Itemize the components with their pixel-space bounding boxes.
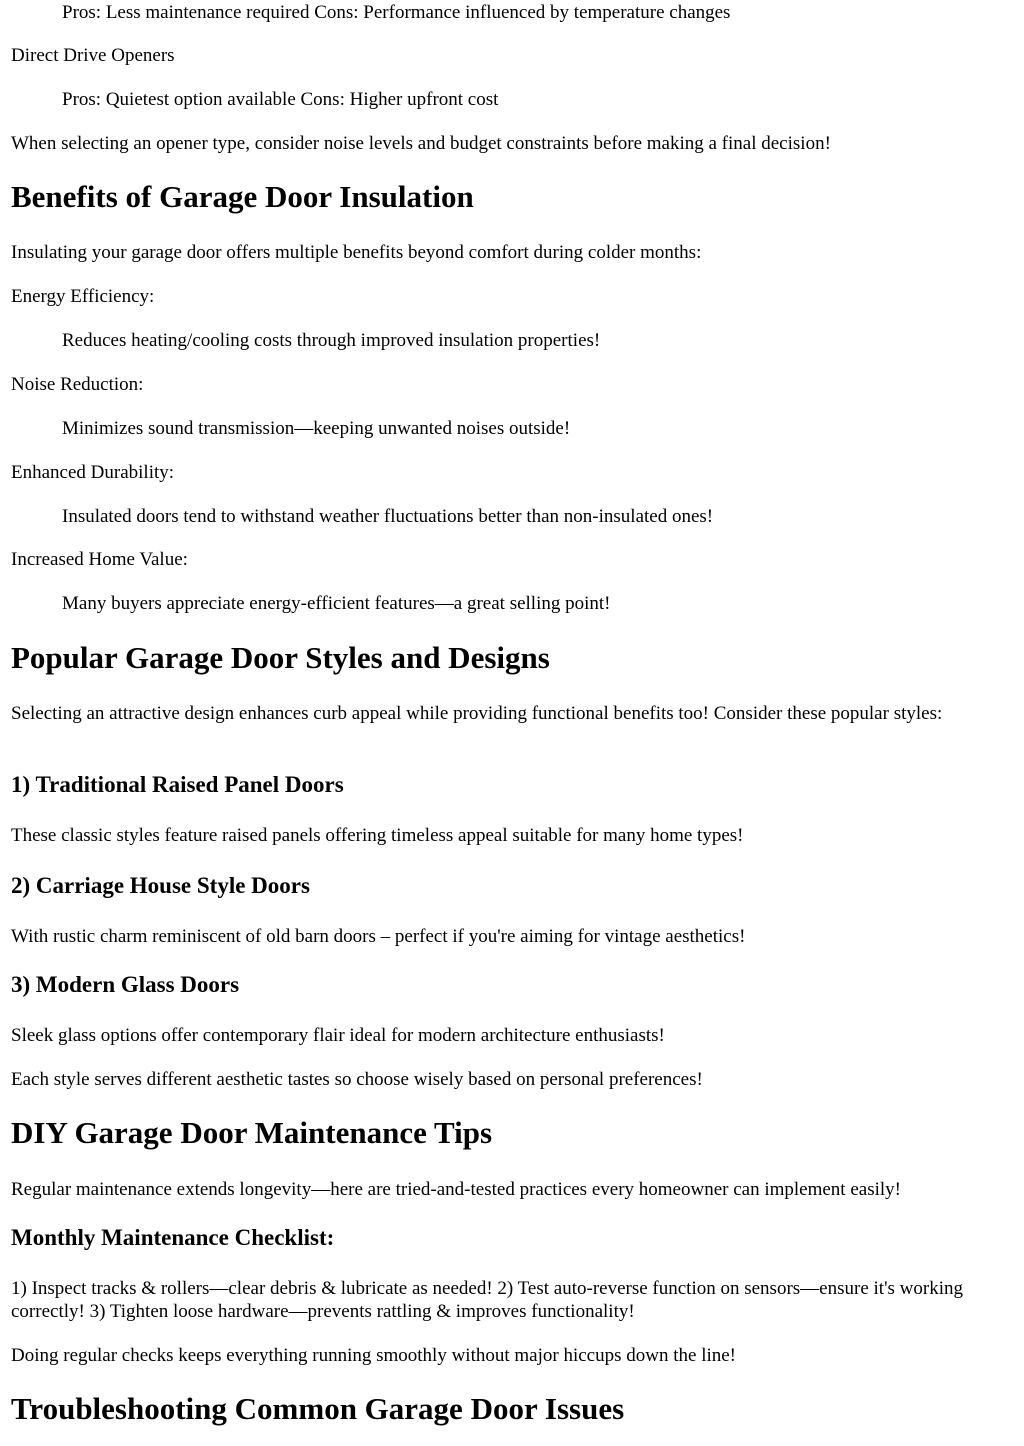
insulation-item-detail: Insulated doors tend to withstand weather fluctuations better than non-insulated ones! (62, 506, 714, 527)
insulation-item-label: Enhanced Durability: (11, 462, 175, 483)
insulation-item-label: Increased Home Value: (11, 549, 188, 570)
insulation-intro: Insulating your garage door offers multiple benefits beyond comfort during colder months: (11, 242, 702, 263)
style-description: These classic styles feature raised panels offering timeless appeal suitable for many home types! (11, 825, 744, 846)
insulation-item-detail: Minimizes sound transmission—keeping unwanted noises outside! (62, 418, 571, 439)
styles-closing: Each style serves different aesthetic tastes so choose wisely based on personal preferences! (11, 1069, 703, 1090)
direct-drive-label: Direct Drive Openers (11, 45, 175, 66)
maintenance-intro: Regular maintenance extends longevity—here are tried-and-tested practices every homeowner can implement easily! (11, 1179, 901, 1200)
maintenance-closing: Doing regular checks keeps everything running smoothly without major hiccups down the line! (11, 1345, 737, 1366)
insulation-item-label: Noise Reduction: (11, 374, 144, 395)
styles-heading: Popular Garage Door Styles and Designs (11, 640, 550, 675)
insulation-item-label: Energy Efficiency: (11, 286, 155, 307)
troubleshooting-heading: Troubleshooting Common Garage Door Issues (11, 1391, 625, 1426)
direct-drive-pros-cons: Pros: Quietest option available Cons: Higher upfront cost (62, 89, 499, 110)
style-description: Sleek glass options offer contemporary flair ideal for modern architecture enthusiasts! (11, 1025, 665, 1046)
checklist-text: 1) Inspect tracks & rollers—clear debris & lubricate as needed! 2) Test auto-reverse function on sensors—ensure it's working correctly! 3) Tighten loose hardware—prevents rattling & improves functionality! (11, 1278, 963, 1322)
style-title: 2) Carriage House Style Doors (11, 873, 310, 898)
checklist-heading: Monthly Maintenance Checklist: (11, 1225, 335, 1250)
maintenance-heading: DIY Garage Door Maintenance Tips (11, 1115, 493, 1150)
style-title: 1) Traditional Raised Panel Doors (11, 772, 344, 797)
insulation-item-detail: Reduces heating/cooling costs through improved insulation properties! (62, 330, 601, 351)
opener-closing-note: When selecting an opener type, consider noise levels and budget constraints before making a final decision! (11, 133, 831, 154)
style-title: 3) Modern Glass Doors (11, 972, 240, 997)
style-description: With rustic charm reminiscent of old barn doors – perfect if you're aiming for vintage aesthetics! (11, 926, 746, 947)
belt-opener-pros-cons: Pros: Less maintenance required Cons: Performance influenced by temperature changes (62, 2, 731, 23)
insulation-heading: Benefits of Garage Door Insulation (11, 179, 474, 214)
styles-intro: Selecting an attractive design enhances curb appeal while providing functional benefits too! Consider these popular styles: (11, 703, 943, 724)
insulation-item-detail: Many buyers appreciate energy-efficient features—a great selling point! (62, 593, 611, 614)
